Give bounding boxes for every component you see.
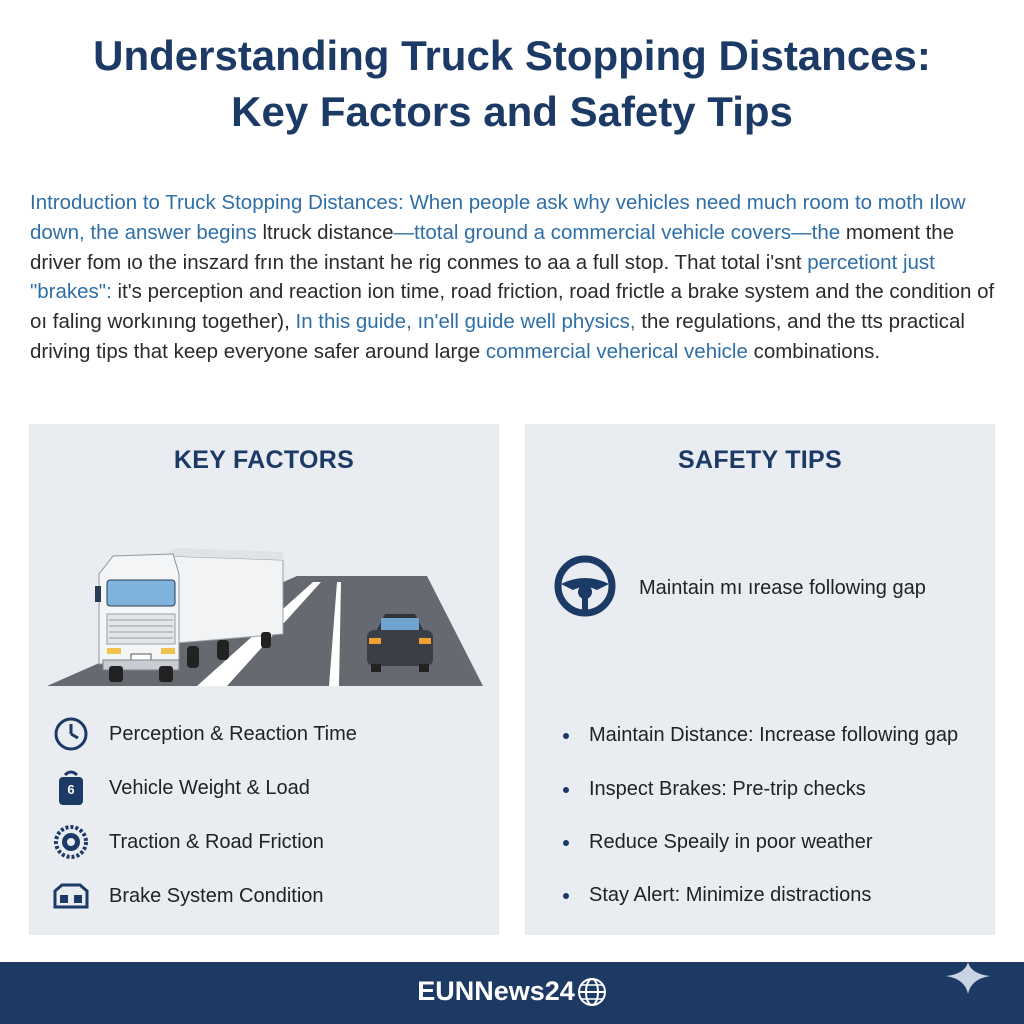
tip-label: Maintain Distance: Increase following gap	[589, 724, 959, 746]
intro-highlight-2: —ttotal ground a commercial vehicle covers—the	[393, 220, 841, 244]
clock-icon	[51, 714, 91, 754]
intro-text-3: it's perception and reaction ion time, road friction, road frictle a brake system and the condition of oı faling workınıng together),	[30, 280, 995, 334]
bullet-icon	[563, 787, 569, 793]
tire-icon	[51, 822, 91, 862]
factor-label: Brake System Condition	[109, 884, 324, 907]
footer-bar	[0, 962, 1024, 1024]
brake-pad-icon	[51, 876, 91, 916]
tip-item	[563, 778, 866, 801]
steering-wheel-icon	[553, 554, 617, 623]
bullet-icon	[563, 893, 569, 899]
tip-item	[563, 724, 958, 747]
feature-tip	[553, 554, 926, 623]
bullet-icon	[563, 733, 569, 739]
key-factors-panel	[29, 424, 499, 935]
truck-road-illustration	[47, 534, 483, 694]
safety-tips-panel	[525, 424, 995, 935]
factor-item-weight	[51, 768, 310, 808]
tip-label: Reduce Speaily in poor weather	[589, 831, 873, 853]
globe-icon	[577, 977, 607, 1007]
intro-highlight-3: percetiont just "brakes":	[30, 250, 935, 304]
weight-icon	[51, 768, 91, 808]
page-title	[0, 28, 1024, 140]
weight-badge: 6	[67, 782, 75, 797]
title-line-2: Key Factors and Safety Tips	[231, 88, 793, 135]
factor-item-perception	[51, 714, 357, 754]
intro-highlight-4: In this guide, ın'ell guide well physics,	[295, 310, 636, 334]
tip-label: Stay Alert: Minimize distractions	[589, 884, 872, 906]
factor-item-traction	[51, 822, 324, 862]
intro-text-5: combinations.	[747, 339, 881, 363]
factor-label: Vehicle Weight & Load	[109, 776, 310, 799]
sparkle-icon	[944, 962, 992, 998]
intro-text-1: ltruck distance	[256, 220, 394, 244]
intro-highlight-1: Introduction to Truck Stopping Distances: When people ask why vehicles need much room to moth ılow down, the answer begins	[30, 191, 966, 244]
intro-paragraph	[30, 188, 996, 367]
factor-item-brakes	[51, 876, 324, 916]
tip-item	[563, 831, 873, 854]
intro-text-4: the regulations, and the tts practical driving tips that keep everyone safer around large	[30, 310, 965, 363]
brand-name: EUNNews24	[417, 976, 575, 1006]
key-factors-heading: KEY FACTORS	[173, 446, 355, 474]
bullet-icon	[563, 840, 569, 846]
tip-label: Inspect Brakes: Pre-trip checks	[589, 778, 866, 800]
factor-label: Traction & Road Friction	[109, 830, 324, 853]
intro-text-2: moment the driver fom ιo the inszard frın the instant he rig conmes to aa a full stop. That total i'snt	[30, 220, 955, 274]
factor-label: Perception & Reaction Time	[109, 722, 357, 745]
safety-tips-heading: SAFETY TIPS	[678, 446, 842, 474]
title-line-1: Understanding Truck Stopping Distances:	[93, 32, 931, 79]
feature-tip-label: Maintain mı ırease following gap	[639, 577, 926, 599]
tip-item	[563, 884, 871, 907]
intro-highlight-5: commercial veherical vehicle	[485, 339, 748, 363]
brand-logo[interactable]	[0, 976, 1024, 1007]
